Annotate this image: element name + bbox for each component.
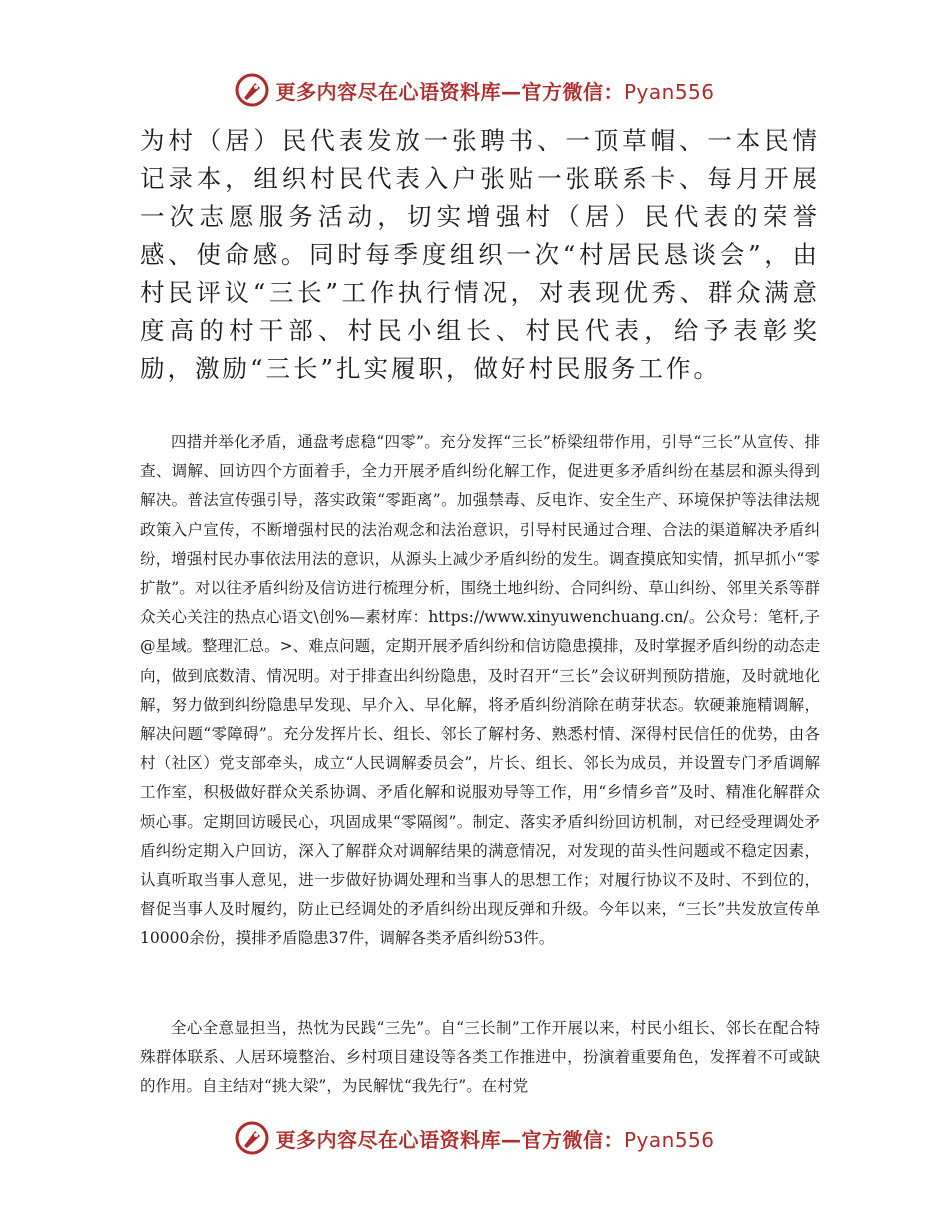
body-paragraph-2: 全心全意显担当，热忱为民践“三先”。自“三长制”工作开展以来，村民小组长、邻长在配合特殊群体联系、人居环境整治、乡村项目建设等各类工作推进中，扮演着重要角色，发挥着不可或缺的作用。自主结对“挑大梁”，为民解忧“我先行”。在村党 <box>140 1019 820 1096</box>
body-paragraph-1: 四措并举化矛盾，通盘考虑稳“四零”。充分发挥“三长”桥梁纽带作用，引导“三长”从宣传、排查、调解、回访四个方面着手，全力开展矛盾纠纷化解工作，促进更多矛盾纠纷在基层和源头得到解决。普法宣传强引导，落实政策“零距离”。加强禁毒、反电诈、安全生产、环境保护等法律法规政策入户宣传，不断增强村民的法治观念和法治意识，引导村民通过合理、合法的渠道解决矛盾纠纷，增强村民办事依法用法的意识，从源头上减少矛盾纠纷的发生。调查摸底知实情，抓早抓小“零扩散”。对以往矛盾纠纷及信访进行梳理分析，围绕土地纠纷、合同纠纷、草山纠纷、邻里关系等群众关心关注的热点心语文\创%—素材库：https://www.xinyuwenchuang.cn/。公众号：笔杆,子@星域。整理汇总。>、难点问题，定期开展矛盾纠纷和信访隐患摸排，及时掌握矛盾纠纷的动态走向，做到底数清、情况明。对于排查出纠纷隐患，及时召开“三长”会议研判预防措施，及时就地化解，努力做到纠纷隐患早发现、早介入、早化解，将矛盾纠纷消除在萌芽状态。软硬兼施精调解，解决问题“零障碍”。充分发挥片长、组长、邻长了解村务、熟悉村情、深得村民信任的优势，由各村（社区）党支部牵头，成立“人民调解委员会”，片长、组长、邻长为成员，并设置专门矛盾调解工作室，积极做好群众关系协调、矛盾化解和说服劝导等工作，用“乡情乡音”及时、精准化解群众烦心事。定期回访暖民心，巩固成果“零隔阂”。制定、落实矛盾纠纷回访机制，对已经受理调处矛盾纠纷定期入户回访，深入了解群众对调解结果的满意情况，对发现的苗头性问题或不稳定因素，认真听取当事人意见，进一步做好协调处理和当事人的思想工作；对履行协议不及时、不到位的，督促当事人及时履约，防止已经调处的矛盾纠纷出现反弹和升级。今年以来，“三长”共发放宣传单10000余份，摸排矛盾隐患37件，调解各类矛盾纠纷53件。 <box>140 433 820 948</box>
header-watermark <box>0 70 950 110</box>
pen-nib-logo-icon <box>235 1121 269 1155</box>
pen-nib-logo-icon <box>235 73 269 107</box>
wechat-id: Pyan556 <box>623 79 715 104</box>
watermark-text: 更多内容尽在心语资料库—官方微信：Pyan556 <box>275 79 715 104</box>
lead-paragraph: 为村（居）民代表发放一张聘书、一顶草帽、一本民情记录本，组织村民代表入户张贴一张联系卡、每月开展一次志愿服务活动，切实增强村（居）民代表的荣誉感、使命感。同时每季度组织一次“村居民恳谈会”，由村民评议“三长”工作执行情况，对表现优秀、群众满意度高的村干部、村民小组长、村民代表，给予表彰奖励，激励“三长”扎实履职，做好村民服务工作。 <box>140 126 820 383</box>
watermark-text: 更多内容尽在心语资料库—官方微信：Pyan556 <box>275 1127 715 1152</box>
footer-watermark <box>0 1118 950 1158</box>
wechat-id: Pyan556 <box>623 1127 715 1152</box>
